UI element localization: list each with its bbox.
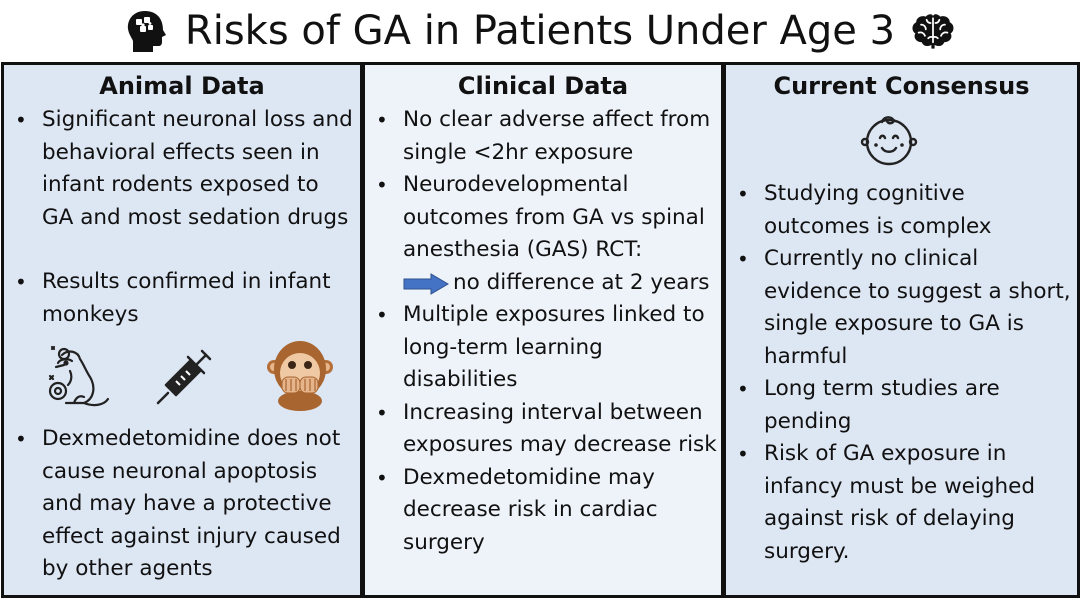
right-arrow-icon bbox=[403, 273, 449, 295]
list-item: • Increasing interval between exposures may decrease risk bbox=[365, 397, 721, 462]
animal-data-list bbox=[4, 104, 360, 331]
list-item: • Results confirmed in infant monkeys bbox=[4, 266, 360, 331]
list-item: • Neurodevelopmental outcomes from GA vs spinal anesthesia (GAS) RCT: bbox=[365, 169, 721, 267]
syringe-icon bbox=[154, 347, 214, 407]
animal-data-list-continued bbox=[4, 423, 360, 586]
list-item: • Currently no clinical evidence to suggest a short, single exposure to GA is harmful bbox=[726, 243, 1077, 373]
current-consensus-heading: Current Consensus bbox=[773, 72, 1030, 100]
clinical-data-heading: Clinical Data bbox=[457, 72, 629, 100]
list-item: • Risk of GA exposure in infancy must be weighed against risk of delaying surgery. bbox=[726, 438, 1077, 568]
list-item: • Studying cognitive outcomes is complex bbox=[726, 178, 1077, 243]
clinical-data-panel bbox=[362, 62, 724, 598]
baby-icon-row bbox=[726, 104, 1077, 178]
monkey-icon bbox=[266, 337, 334, 411]
animal-data-heading: Animal Data bbox=[99, 72, 265, 100]
list-item: • Multiple exposures linked to long-term learning disabilities bbox=[365, 299, 721, 397]
baby-face-icon bbox=[856, 112, 922, 168]
list-item: • Significant neuronal loss and behavioral effects seen in infant rodents exposed to GA and most sedation drugs bbox=[4, 104, 360, 234]
animal-data-panel bbox=[1, 62, 363, 598]
list-item: • Dexmedetomidine may decrease risk in cardiac surgery bbox=[365, 462, 721, 560]
title-bar bbox=[0, 0, 1080, 62]
clinical-data-list bbox=[365, 104, 721, 267]
gas-result-text: no difference at 2 years bbox=[453, 269, 710, 295]
gas-result-line bbox=[365, 267, 721, 300]
list-item: • Dexmedetomidine does not cause neuronal apoptosis and may have a protective effect against injury caused by other agents bbox=[4, 423, 360, 586]
head-puzzle-icon bbox=[123, 7, 171, 55]
page-title: Risks of GA in Patients Under Age 3 bbox=[184, 8, 896, 54]
list-item: • Long term studies are pending bbox=[726, 373, 1077, 438]
current-consensus-panel bbox=[723, 62, 1080, 598]
list-item: • No clear adverse affect from single <2hr exposure bbox=[365, 104, 721, 169]
current-consensus-list bbox=[726, 178, 1077, 568]
mouse-icon bbox=[44, 341, 116, 413]
brain-icon bbox=[909, 7, 957, 55]
clinical-data-list-continued bbox=[365, 299, 721, 559]
animal-icons-row bbox=[4, 331, 360, 423]
